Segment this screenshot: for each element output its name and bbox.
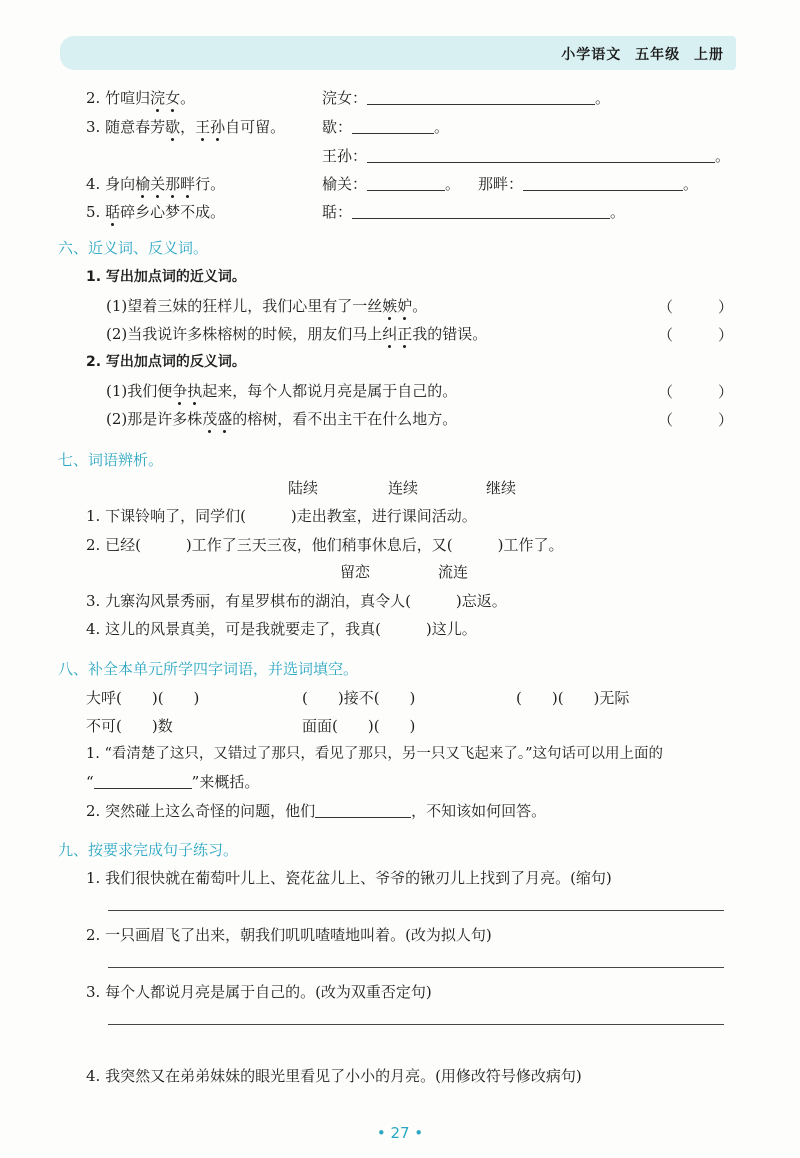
- answer-paren[interactable]: （ ）: [658, 298, 734, 316]
- answer-paren[interactable]: （ ）: [658, 383, 734, 401]
- answer-wangsun: 王孙： 。: [322, 147, 731, 165]
- header-volume: 上册: [694, 47, 724, 63]
- word-option: 流连: [438, 563, 469, 581]
- answer-yuguan: 榆关： 。: [322, 175, 461, 193]
- section-8-q2: 2. 突然碰上这么奇怪的问题，他们 ，不知该如何回答。: [86, 802, 547, 820]
- page-number: • 27 •: [376, 1124, 424, 1142]
- poem-item-2: 2. 竹喧归浣女。: [86, 89, 196, 107]
- poem-item-5: 5. 聒碎乡心梦不成。: [86, 203, 226, 221]
- poem-line: 聒碎乡心梦不成。: [105, 203, 226, 221]
- section-9-item2: 2. 一只画眉飞了出来，朝我们叽叽喳喳地叫着。(改为拟人句): [86, 926, 492, 944]
- answer-line[interactable]: [108, 1024, 724, 1025]
- idiom-blank: 大呼( )( ): [86, 689, 200, 707]
- answer-line[interactable]: [108, 910, 724, 911]
- poem-item-3: 3. 随意春芳歇，王孙自可留。: [86, 118, 286, 136]
- answer-paren[interactable]: （ ）: [658, 411, 734, 429]
- section-7-title: 七、词语辨析。: [58, 451, 164, 469]
- idiom-blank: 不可( )数: [86, 717, 173, 735]
- poem-line: 随意春芳歇，王孙自可留。: [105, 118, 286, 136]
- answer-guo: 聒： 。: [322, 203, 626, 221]
- header-grade: 五年级: [635, 47, 681, 63]
- idiom-blank: ( )( )无际: [516, 689, 630, 707]
- word-option: 连续: [388, 479, 419, 497]
- answer-line[interactable]: [108, 967, 724, 968]
- section-8-q1: 1. “看清楚了这只，又错过了那只，看见了那只，另一只又飞起来了。”这句话可以用上面的: [86, 746, 664, 762]
- section-9-item1: 1. 我们很快就在葡萄叶儿上、瓷花盆儿上、爷爷的锹刃儿上找到了月亮。(缩句): [86, 869, 612, 887]
- section-6-q1-item2: (2)当我说许多株榕树的时候，朋友们马上纠正我的错误。: [106, 325, 488, 343]
- section-7-item3: 3. 九寨沟风景秀丽，有星罗棋布的湖泊，真令人( )忘返。: [86, 592, 507, 610]
- poem-line: 身向榆关那畔行。: [105, 175, 226, 193]
- section-9-title: 九、按要求完成句子练习。: [58, 841, 239, 859]
- section-7-item2: 2. 已经( )工作了三天三夜，他们稍事休息后，又( )工作了。: [86, 536, 564, 554]
- word-option: 继续: [486, 479, 517, 497]
- section-6-q2: 2. 写出加点词的反义词。: [86, 354, 246, 370]
- answer-huannv: 浣女： 。: [322, 89, 611, 107]
- word-option: 陆续: [288, 479, 319, 497]
- answer-paren[interactable]: （ ）: [658, 326, 734, 344]
- section-6-q2-item2: (2)那是许多株茂盛的榕树，看不出主干在什么地方。: [106, 410, 458, 428]
- section-8-q1-blank: “ ”来概括。: [86, 773, 260, 791]
- idiom-blank: ( )接不( ): [302, 689, 416, 707]
- section-9-item3: 3. 每个人都说月亮是属于自己的。(改为双重否定句): [86, 983, 432, 1001]
- answer-napan: 那畔： 。: [478, 175, 699, 193]
- answer-xie: 歇： 。: [322, 118, 450, 136]
- section-9-item4: 4. 我突然又在弟弟妹妹的眼光里看见了小小的月亮。(用修改符号修改病句): [86, 1067, 582, 1085]
- word-option: 留恋: [340, 563, 371, 581]
- section-7-item1: 1. 下课铃响了，同学们( )走出教室，进行课间活动。: [86, 507, 477, 525]
- header-text: [561, 44, 724, 64]
- poem-item-4: 4. 身向榆关那畔行。: [86, 175, 226, 193]
- section-6-q1: 1. 写出加点词的近义词。: [86, 269, 246, 285]
- idiom-blank: 面面( )( ): [302, 717, 416, 735]
- poem-line: 竹喧归浣女。: [105, 89, 196, 107]
- section-7-item4: 4. 这儿的风景真美，可是我就要走了，我真( )这儿。: [86, 620, 477, 638]
- section-6-title: 六、近义词、反义词。: [58, 239, 209, 257]
- section-8-title: 八、补全本单元所学四字词语，并选词填空。: [58, 660, 359, 678]
- section-6-q2-item1: (1)我们便争执起来，每个人都说月亮是属于自己的。: [106, 382, 458, 400]
- header-subject: 小学语文: [561, 47, 622, 63]
- section-6-q1-item1: (1)望着三妹的狂样儿，我们心里有了一丝嫉妒。: [106, 297, 428, 315]
